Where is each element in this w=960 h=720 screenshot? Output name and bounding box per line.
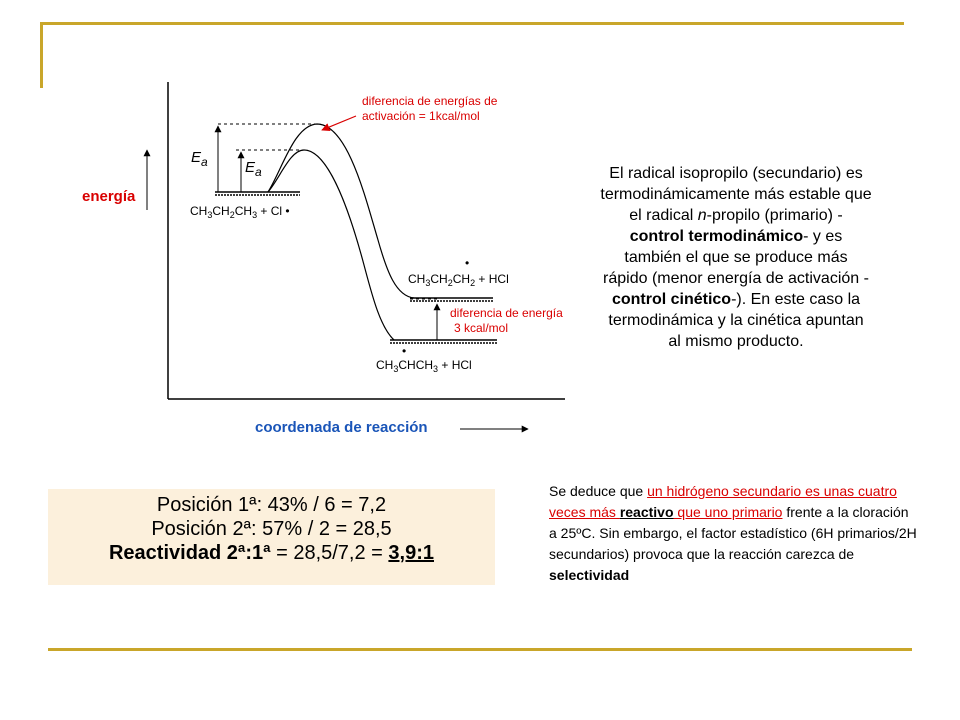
explanation-text-1: El radical isopropilo (secundario) es termodinámicamente más estable que el radical (600, 165, 872, 224)
secondary-pathway-curve (268, 150, 394, 340)
secondary-product-radical-dot: • (402, 344, 407, 358)
reactivity-formula: = 28,5/7,2 = (270, 542, 389, 564)
reactivity-line (48, 541, 495, 565)
secondary-product-label: $CH_3CHCH_3$ + HCl (376, 358, 472, 374)
primary-pathway-curve (268, 124, 414, 298)
conclusion-text-5: frente a la cloración a 25ºC. Sin embargo, el factor estadístico (6H primarios/2H secundarios) provoca que la reacción carezca de (549, 504, 917, 562)
ea-label-secondary: $E_a$ (245, 159, 262, 179)
explanation-text-7: -). En este caso la termodinámica y la cinética apuntan al mismo producto. (608, 291, 864, 350)
control-cinetico: control cinético (611, 291, 732, 308)
conclusion-selectividad: selectividad (549, 567, 630, 583)
reactivity-calculation-box (48, 489, 495, 585)
explanation-text-3: -propilo (primario) - (706, 207, 843, 224)
control-termodinamico: control termodinámico (629, 228, 804, 245)
primary-product-label: $CH_3CH_2CH_2$ + HCl (408, 272, 509, 288)
reactivity-result: 3,9:1 (388, 542, 434, 564)
activation-note-line1: diferencia de energías de (362, 94, 498, 108)
primary-product-radical-dot: • (465, 256, 470, 270)
conclusion-highlight-2: que uno primario (673, 504, 783, 520)
conclusion-highlight-1: un hidrógeno secundario es unas cuatro veces más (549, 483, 897, 520)
energy-note-line2: 3 kcal/mol (454, 321, 509, 335)
x-axis-label: coordenada de reacción (255, 419, 428, 436)
explanation-paragraph (600, 163, 872, 352)
reactant-label: $CH_3CH_2CH_3 + Cl$ • (190, 204, 290, 220)
axes (168, 82, 565, 399)
energy-note-line1: diferencia de energía (450, 306, 563, 320)
reactant-level (215, 192, 300, 195)
explanation-text-2: n (697, 207, 707, 224)
explanation-text-5: - y es también el que se produce más rápido (menor energía de activación - (603, 228, 869, 287)
secondary-product-level (390, 340, 497, 343)
reactivity-label: Reactividad 2ª:1ª (108, 542, 271, 564)
y-axis-label: energía (82, 188, 136, 205)
activation-note-line2: activación = 1kcal/mol (362, 109, 480, 123)
ea-label-primary: $E_a$ (191, 149, 208, 169)
position-2-line: Posición 2ª: 57% / 2 = 28,5 (151, 518, 392, 540)
conclusion-reactivo: reactivo (619, 504, 674, 520)
conclusion-paragraph (549, 481, 919, 586)
conclusion-text-1: Se deduce que (549, 483, 648, 499)
activation-note-pointer (322, 116, 356, 130)
position-1-line: Posición 1ª: 43% / 6 = 7,2 (156, 494, 387, 516)
